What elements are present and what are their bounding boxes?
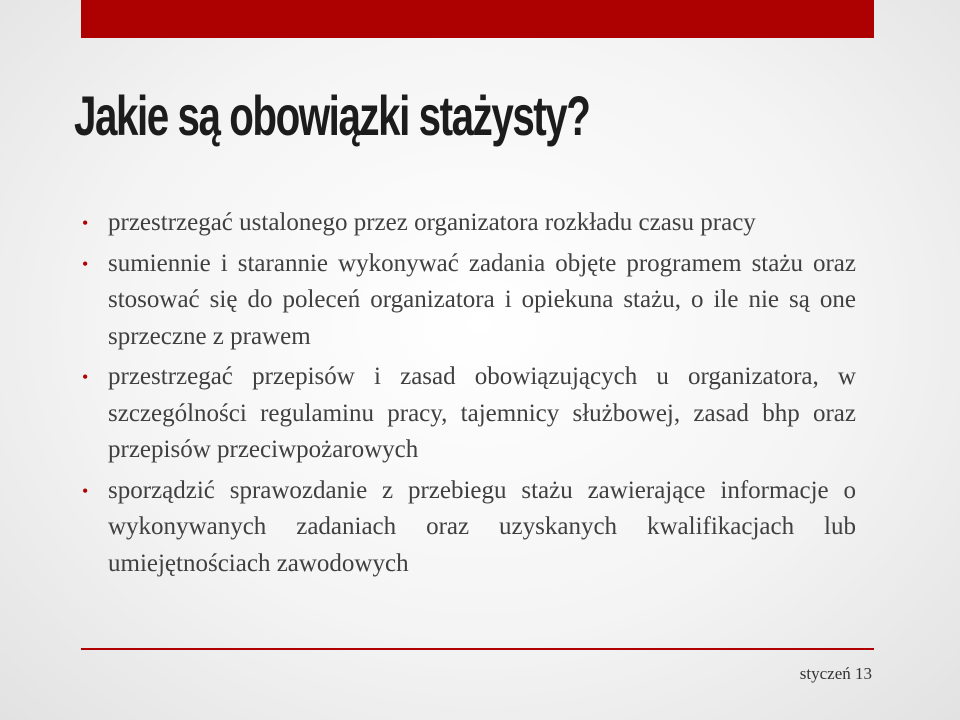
bullet-item	[82, 473, 856, 583]
bullet-list	[82, 205, 856, 586]
bullet-text: sporządzić sprawozdanie z przebiegu stażu zawierające informacje o wykonywanych zadaniach oraz uzyskanych kwalifikacjach lub umiejętnościach zawodowych	[108, 476, 856, 577]
bullet-item	[82, 246, 856, 356]
top-accent-bar	[81, 0, 874, 38]
bullet-item	[82, 359, 856, 469]
bullet-item	[82, 205, 856, 242]
bullet-text: sumiennie i starannie wykonywać zadania objęte programem stażu oraz stosować się do poleceń organizatora i opiekuna stażu, o ile nie są one sprzeczne z prawem	[108, 249, 856, 350]
bullet-icon: •	[82, 213, 89, 233]
bullet-text: przestrzegać przepisów i zasad obowiązujących u organizatora, w szczególności regulaminu pracy, tajemnicy służbowej, zasad bhp oraz przepisów przeciwpożarowych	[108, 363, 856, 463]
bullet-icon: •	[82, 367, 89, 387]
slide-title: Jakie są obowiązki stażysty?	[74, 84, 590, 147]
bottom-divider	[81, 648, 874, 650]
bullet-icon: •	[82, 253, 89, 274]
bullet-icon: •	[82, 480, 89, 501]
bullet-text: przestrzegać ustalonego przez organizatora rozkładu czasu pracy	[108, 209, 756, 236]
footer-date: styczeń 13	[799, 664, 872, 683]
